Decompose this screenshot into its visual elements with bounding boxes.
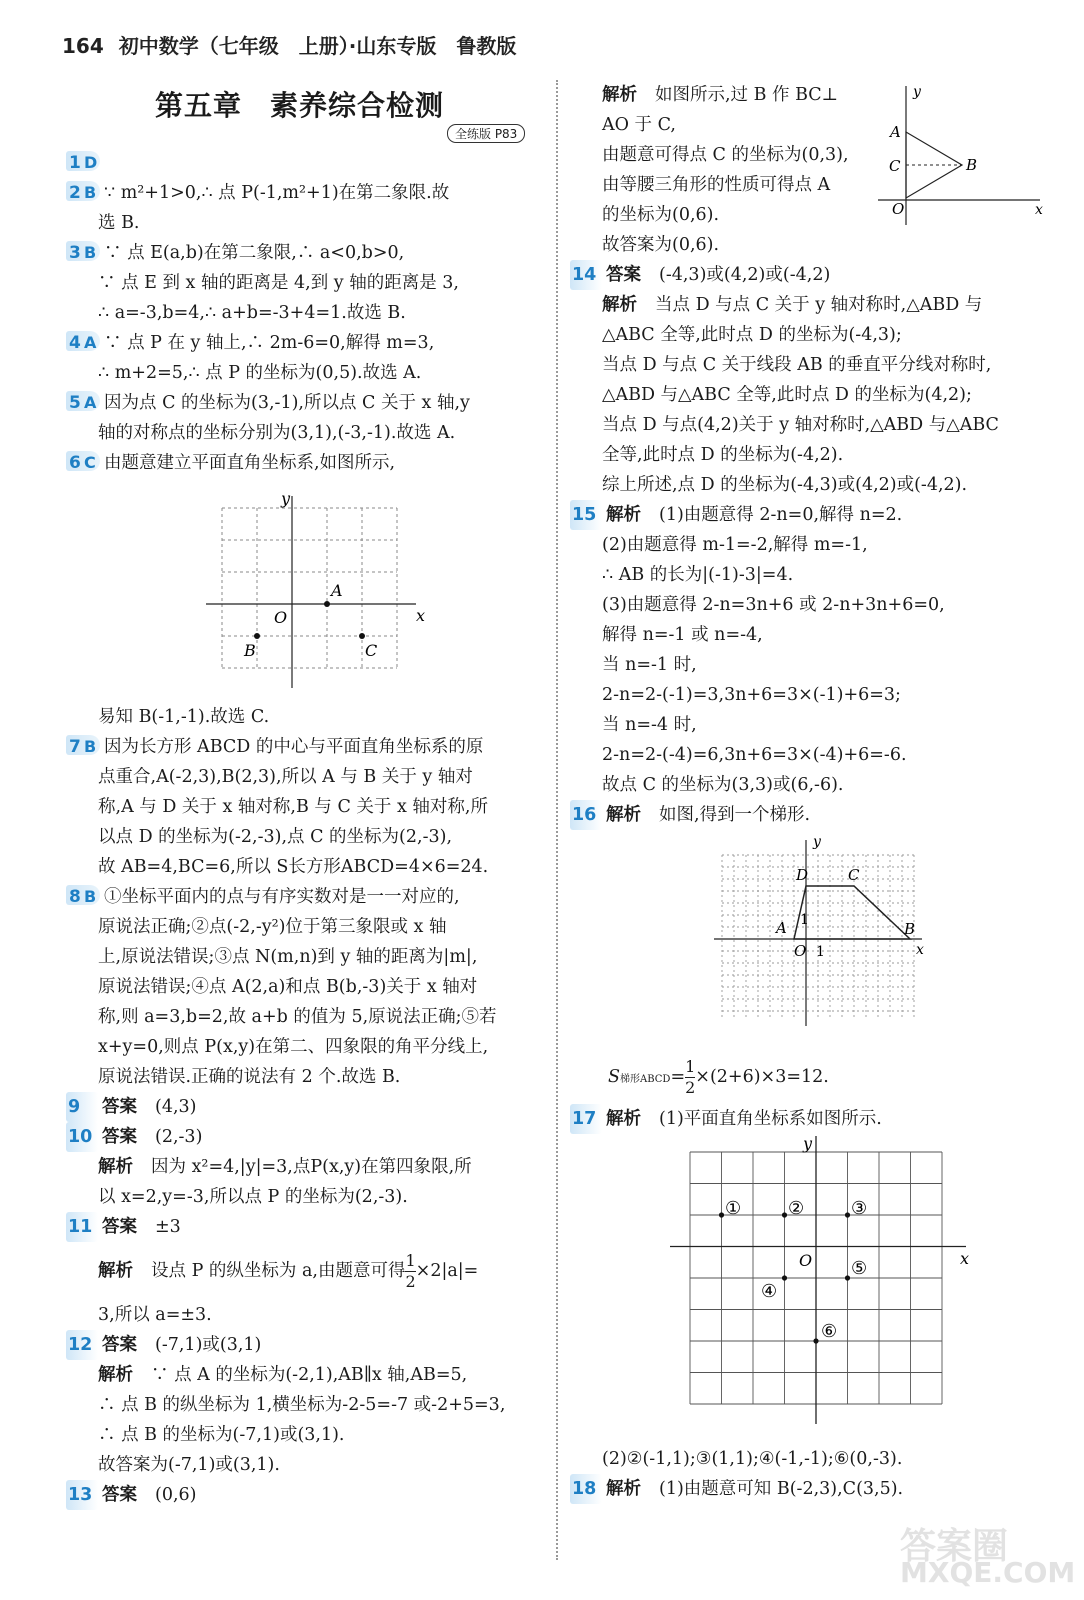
watermark-logo: 答案圈: [900, 1526, 1009, 1567]
point-a-label: A: [331, 581, 343, 600]
fraction: $\frac{1}{2}$: [405, 1251, 416, 1291]
question-5: 5 A 因为点 C 的坐标为(3,-1),所以点 C 关于 x 轴,y 轴的对称点的坐标分别为(3,1),(-3,-1).故选 A.: [66, 388, 546, 448]
origin-label: O: [799, 1251, 813, 1270]
question-8: 8 B ①坐标平面内的点与有序实数对是一一对应的, 原说法正确;②点(-2,-y²)位于第三象限或 x 轴 上,原说法错误;③点 N(m,n)到 y 轴的距离为|m|, 原说法错误;④点 A(2,a)和点 B(b,-3)关于 x 轴对 称,则 a=3,b=2,故 a+b 的值为 5,原说法正确;⑤若 x+y=0,则点 P(x,y)在第二、四象限的角平分线上, 原说法错误.正确的说法有 2 个.故选 B.: [66, 882, 546, 1092]
point-a-label: A: [890, 123, 901, 141]
origin-label: O: [274, 608, 288, 627]
question-12: 12 答案 (-7,1)或(3,1) 解析 ∵ 点 A 的坐标为(-2,1),AB∥x 轴,AB=5, ∴ 点 B 的纵坐标为 1,横坐标为-2-5=-7 或-2+5=3, ∴ 点 B 的坐标为(-7,1)或(3,1). 故答案为(-7,1)或(3,1).: [66, 1330, 546, 1480]
question-14: 14 答案 (-4,3)或(4,2)或(-4,2) 解析 当点 D 与点 C 关于 y 轴对称时,△ABD 与 △ABC 全等,此时点 D 的坐标为(-4,3); 当点 D 与点 C 关于线段 AB 的垂直平分线对称时, △ABD 与△ABC 全等,此时点 D 的坐标为(4,2); 当点 D 与点(4,2)关于 y 轴对称时,△ABD 与△ABC 全等,此时点 D 的坐标为(-4,2). 综上所述,点 D 的坐标为(-4,3)或(4,2)或(-4,2).: [570, 260, 1060, 500]
question-11: 11 答案 ±3 解析 设点 P 的纵坐标为 a,由题意可得 $\frac{1}{2}$ ×2|a|= 3,所以 a=±3.: [66, 1212, 546, 1330]
figure-q16-trapezoid: [570, 830, 1050, 1040]
y-axis-label: y: [913, 84, 921, 100]
y-axis-label: y: [803, 1134, 813, 1153]
y-axis-label: y: [813, 834, 821, 850]
y-unit-label: 1: [800, 912, 809, 928]
origin-label: O: [794, 942, 807, 960]
point-b-label: B: [244, 641, 256, 660]
page-header: [62, 30, 516, 59]
answer-badge: 1 D: [66, 151, 100, 171]
point-c-label: C: [889, 157, 901, 175]
question-13-analysis: 解析 如图所示,过 B 作 BC⊥ AO 于 C, 由题意可得点 C 的坐标为(0,3), 由等腰三角形的性质可得点 A 的坐标为(0,6). 故答案为(0,6). x y O A B C: [570, 80, 1060, 260]
point-c-label: C: [848, 866, 860, 884]
point-1-label: ①: [725, 1198, 742, 1219]
x-axis-label: x: [416, 606, 426, 625]
figure-q13-triangle: [870, 80, 1050, 230]
trapezoid-area-formula: S梯形ABCD= $\frac{1}{2}$ ×(2+6)×3=12.: [608, 1057, 829, 1097]
question-9: 9 答案 (4,3): [66, 1092, 546, 1122]
x-axis-label: x: [1035, 202, 1043, 218]
point-d-label: D: [796, 866, 809, 884]
question-1: [66, 148, 546, 178]
question-2: 2 B ∵ m²+1>0,∴ 点 P(-1,m²+1)在第二象限.故 选 B.: [66, 178, 546, 238]
point-b-label: B: [904, 920, 916, 938]
point-6-label: ⑥: [821, 1321, 838, 1342]
page-reference-badge: 全练版 P83: [447, 124, 525, 143]
question-10: 10 答案 (2,-3) 解析 因为 x²=4,|y|=3,点P(x,y)在第四象限,所 以 x=2,y=-3,所以点 P 的坐标为(2,-3).: [66, 1122, 546, 1212]
answer-badge: 6 C: [66, 451, 100, 471]
answer-badge: 8 B: [66, 885, 100, 905]
question-6: 6 C 由题意建立平面直角坐标系,如图所示, x y O A B C 易知 B(-1,-1).故选 C.: [66, 448, 546, 732]
question-16: 16 解析 如图,得到一个梯形. x y O 1 1 A B C D S梯形ABCD= $\frac{1}{2}$ ×(2+6)×3=12.: [570, 800, 1060, 1104]
question-13: 13 答案 (0,6): [66, 1480, 546, 1510]
book-title: 初中数学（七年级 上册）·山东专版 鲁教版: [118, 34, 517, 58]
point-3-label: ③: [851, 1198, 868, 1219]
question-15: 15 解析 (1)由题意得 2-n=0,解得 n=2. (2)由题意得 m-1=-2,解得 m=-1, ∴ AB 的长为|(-1)-3|=4. (3)由题意得 2-n=3n+6 或 2-n+3n+6=0, 解得 n=-1 或 n=-4, 当 n=-1 时, 2-n=2-(-1)=3,3n+6=3×(-1)+6=3; 当 n=-4 时, 2-n=2-(-4)=6,3n+6=3×(-4)+6=-6. 故点 C 的坐标为(3,3)或(6,-6).: [570, 500, 1060, 800]
point-b-label: B: [966, 156, 978, 174]
x-axis-label: x: [960, 1249, 970, 1268]
answer-badge: 7 B: [66, 735, 100, 755]
question-18: 18 解析 (1)由题意可知 B(-2,3),C(3,5).: [570, 1474, 1060, 1504]
answer-badge: 3 B: [66, 241, 100, 261]
answer-badge: 4 A: [66, 331, 100, 351]
page-number: 164: [62, 34, 104, 58]
figure-q6-grid: [66, 478, 536, 698]
figure-q17-grid: [570, 1134, 1050, 1434]
point-5-label: ⑤: [851, 1258, 868, 1279]
watermark-url: MXQE.COM: [900, 1556, 1076, 1589]
question-3: 3 B ∵ 点 E(a,b)在第二象限,∴ a<0,b>0, ∵ 点 E 到 x 轴的距离是 4,到 y 轴的距离是 3, ∴ a=-3,b=4,∴ a+b=-3+4=1.故选 B.: [66, 238, 546, 328]
question-7: 7 B 因为长方形 ABCD 的中心与平面直角坐标系的原 点重合,A(-2,3),B(2,3),所以 A 与 B 关于 y 轴对 称,A 与 D 关于 x 轴对称,B 与 C 关于 x 轴对称,所 以点 D 的坐标为(-2,-3),点 C 的坐标为(2,-3), 故 AB=4,BC=6,所以 S长方形ABCD=4×6=24.: [66, 732, 546, 882]
chapter-title: 第五章 素养综合检测: [155, 89, 445, 122]
question-17: 17 解析 (1)平面直角坐标系如图所示. x y O ① ② ③ ④ ⑤ ⑥ (2)②(-1,1);③(1,1);④(-1,-1);⑥(0,-3).: [570, 1104, 1060, 1474]
answer-badge: 5 A: [66, 391, 100, 411]
answer-badge: 2 B: [66, 181, 100, 201]
x-unit-label: 1: [816, 944, 825, 960]
right-column: [570, 80, 1060, 1504]
left-column: [66, 148, 546, 1510]
origin-label: O: [892, 200, 905, 218]
x-axis-label: x: [916, 942, 924, 958]
question-4: 4 A ∵ 点 P 在 y 轴上,∴ 2m-6=0,解得 m=3, ∴ m+2=5,∴ 点 P 的坐标为(0,5).故选 A.: [66, 328, 546, 388]
point-a-label: A: [776, 919, 787, 937]
point-2-label: ②: [788, 1198, 805, 1219]
point-4-label: ④: [761, 1281, 778, 1302]
y-axis-label: y: [281, 489, 291, 508]
point-c-label: C: [365, 641, 378, 660]
fraction: $\frac{1}{2}$: [685, 1057, 696, 1097]
column-divider: [556, 80, 558, 1560]
